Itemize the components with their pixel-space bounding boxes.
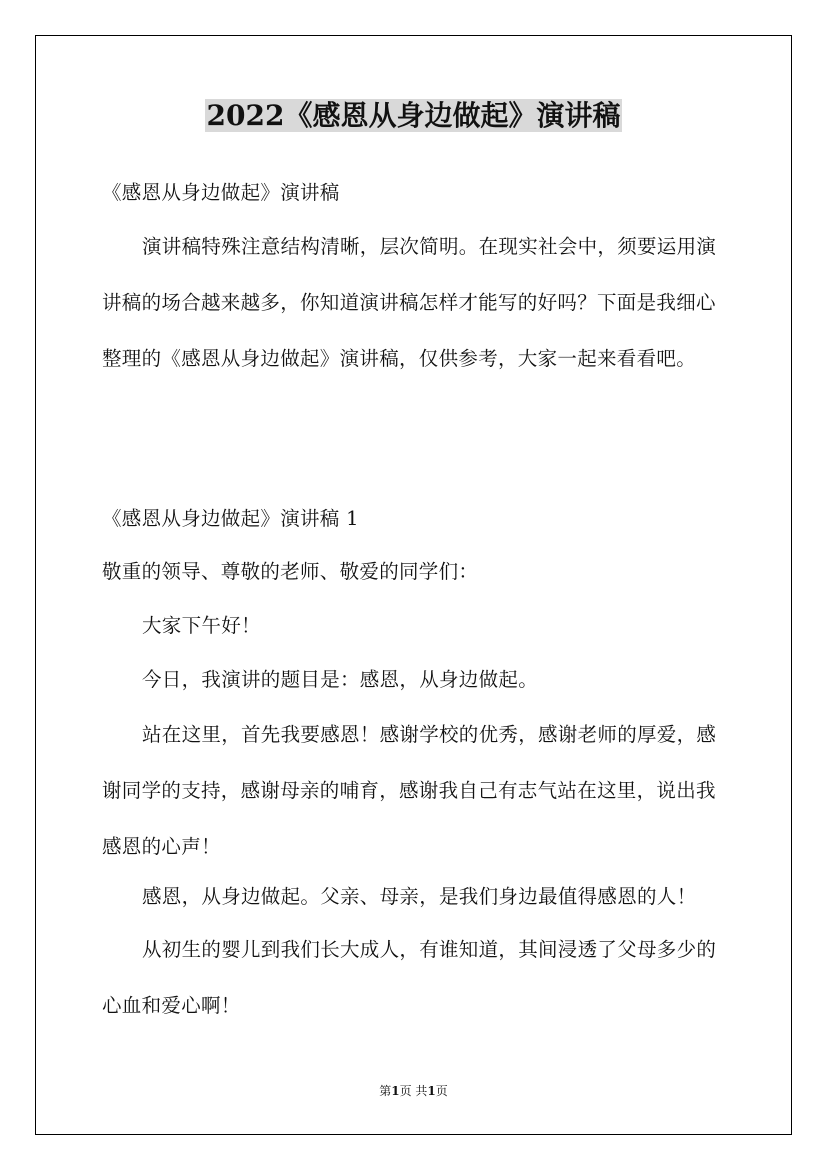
footer-suffix: 页 [435, 1084, 448, 1098]
salutation: 敬重的领导、尊敬的老师、敬爱的同学们： [102, 560, 479, 583]
paragraph-4: 感恩，从身边做起。父亲、母亲，是我们身边最值得感恩的人！ [142, 885, 697, 908]
document-title [0, 96, 827, 136]
footer-mid: 页 共 [399, 1084, 428, 1098]
document-title-text: 2022《感恩从身边做起》演讲稿 [206, 99, 621, 132]
footer-page-total: 1 [427, 1084, 436, 1098]
section-heading: 《感恩从身边做起》演讲稿 1 [102, 507, 359, 530]
paragraph-5: 从初生的婴儿到我们长大成人，有谁知道，其间浸透了父母多少的心血和爱心啊！ [102, 938, 717, 1017]
intro-paragraph: 演讲稿特殊注意结构清晰，层次简明。在现实社会中，须要运用演讲稿的场合越来越多，你知道演讲稿怎样才能写的好吗？下面是我细心整理的《感恩从身边做起》演讲稿，仅供参考，大家一起来看看吧。 [102, 235, 717, 370]
page-footer [0, 1083, 827, 1099]
paragraph-1: 大家下午好！ [142, 614, 261, 637]
footer-prefix: 第 [379, 1084, 392, 1098]
paragraph-3: 站在这里，首先我要感恩！感谢学校的优秀，感谢老师的厚爱，感谢同学的支持，感谢母亲的哺育，感谢我自己有志气站在这里，说出我感恩的心声！ [102, 723, 717, 858]
document-subtitle: 《感恩从身边做起》演讲稿 [102, 181, 340, 204]
paragraph-2: 今日，我演讲的题目是：感恩，从身边做起。 [142, 668, 539, 691]
footer-page-number: 1 [391, 1084, 400, 1098]
